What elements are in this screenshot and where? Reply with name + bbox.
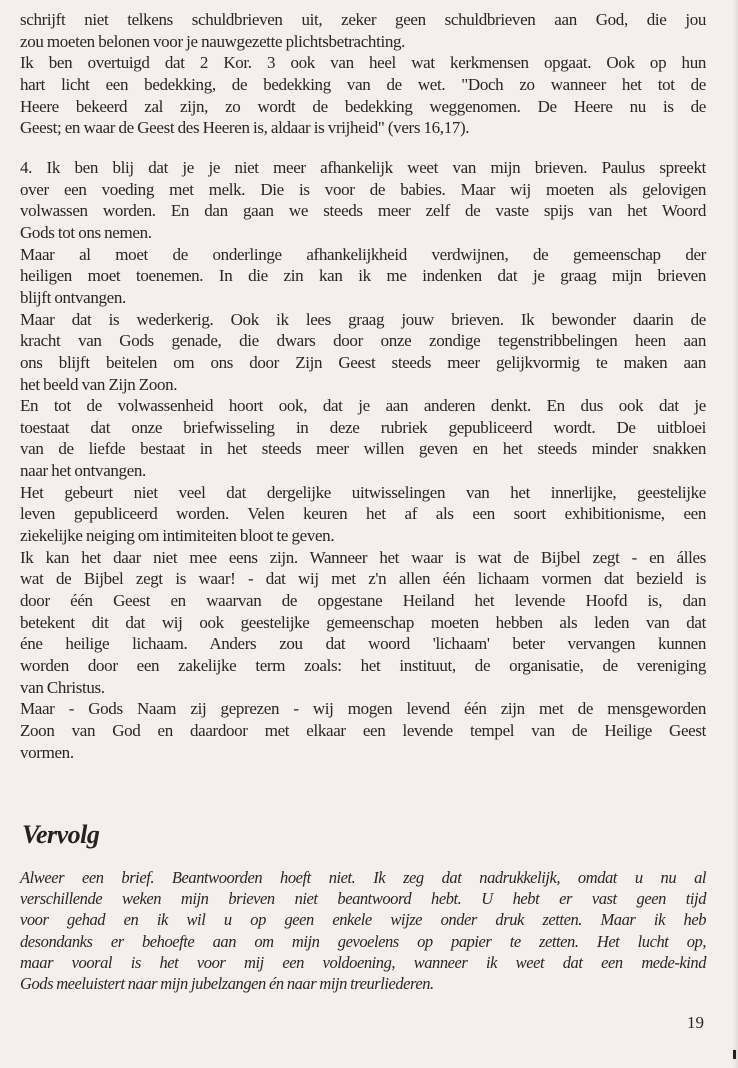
text-line: van de liefde bestaat in het steeds meer willen geven en het steeds minder snakken — [20, 439, 706, 459]
paragraph — [20, 482, 706, 547]
body-text — [20, 9, 706, 763]
paragraph — [20, 9, 706, 52]
text-line: ons blijft beitelen om ons door Zijn Geest steeds meer gelijkvormig te maken aan — [20, 352, 706, 372]
paragraph — [20, 395, 706, 482]
text-line: Maar dat is wederkerig. Ook ik lees graag jouw brieven. Ik bewonder daarin de — [20, 309, 706, 329]
text-line: éne heilige lichaam. Anders zou dat woord 'lichaam' beter vervangen kunnen — [20, 634, 706, 654]
text-line: Zoon van God en daardoor met elkaar een levende tempel van de Heilige Geest — [20, 721, 706, 740]
paragraph — [20, 244, 706, 309]
text-line: ziekelijke neiging om intimiteiten bloot te geven. — [20, 526, 335, 546]
text-line: zou moeten belonen voor je nauwgezette plichtsbetrachting. — [20, 31, 406, 51]
text-line: leven gepubliceerd worden. Velen keuren het af als een soort exhibitionisme, een — [20, 504, 706, 524]
text-line: Het gebeurt niet veel dat dergelijke uitwisselingen van het innerlijke, geestelijke — [20, 482, 706, 502]
text-line: kracht van Gods genade, die dwars door onze zondige tegenstribbelingen heen aan — [20, 331, 706, 351]
text-line: Maar al moet de onderlinge afhankelijkheid verdwijnen, de gemeenschap der — [20, 244, 706, 264]
text-line: Ik ben overtuigd dat 2 Kor. 3 ook van heel wat kerkmensen opgaat. Ook op hun — [20, 53, 706, 73]
text-line: Maar - Gods Naam zij geprezen - wij mogen levend één zijn met de mensgeworden — [20, 699, 706, 719]
text-line: wat de Bijbel zegt is waar! - dat wij met z'n allen één lichaam vormen dat bezield is — [20, 569, 706, 589]
text-line: naar het ontvangen. — [20, 461, 146, 481]
page-number: 19 — [687, 1013, 704, 1032]
paragraph — [20, 309, 706, 396]
italic-letter-excerpt — [20, 867, 706, 994]
text-line: door één Geest en waarvan de opgestane Heiland het levende Hoofd is, dan — [20, 591, 706, 611]
text-line: Gods tot ons nemen. — [20, 222, 152, 242]
italic-text-line: verschillende weken mijn brieven niet beantwoord hebt. U hebt er vast geen tijd — [20, 889, 706, 909]
text-line: van Christus. — [20, 677, 105, 697]
text-line: betekent dit dat wij ook geestelijke gemeenschap moeten hebben als leden van dat — [20, 612, 706, 632]
paragraph — [20, 547, 706, 699]
text-line: Geest; en waar de Geest des Heeren is, aldaar is vrijheid" (vers 16,17). — [20, 118, 470, 138]
italic-text-line: Gods meeluistert naar mijn jubelzangen én naar mijn treurliederen. — [20, 973, 434, 993]
text-line: worden door een zakelijke term zoals: het instituut, de organisatie, de vereniging — [20, 656, 706, 676]
text-line: hart licht een bedekking, de bedekking van de wet. "Doch zo wanneer het tot de — [20, 74, 706, 94]
text-line: heiligen moet toenemen. In die zin kan ik me indenken dat je graag mijn brieven — [20, 266, 706, 286]
paragraph — [20, 52, 706, 139]
italic-text-line: maar vooral is het voor mij een voldoening, wanneer ik weet dat een mede-kind — [20, 952, 706, 972]
italic-text-line: desondanks er behoefte aan om mijn gevoelens op papier te zetten. Het lucht op, — [20, 931, 706, 951]
text-line: Ik kan het daar niet mee eens zijn. Wanneer het waar is wat de Bijbel zegt - en álles — [20, 547, 706, 567]
text-line: Heere bekeerd zal zijn, zo wordt de bedekking weggenomen. De Heere nu is de — [20, 96, 706, 116]
text-line: toestaat dat onze briefwisseling in deze rubriek gepubliceerd wordt. De uitbloei — [20, 417, 706, 437]
text-line: volwassen worden. En dan gaan we steeds meer zelf de vaste spijs van het Woord — [20, 201, 706, 221]
section-heading: Vervolg — [22, 820, 100, 849]
paragraph-gap — [20, 139, 706, 157]
page-edge-shadow — [732, 0, 738, 1068]
text-line: schrijft niet telkens schuldbrieven uit, zeker geen schuldbrieven aan God, die jou — [20, 10, 706, 29]
text-line: over een voeding met melk. Die is voor de babies. Maar wij moeten als gelovigen — [20, 179, 706, 199]
italic-text-line: Alweer een brief. Beantwoorden hoeft niet. Ik zeg dat nadrukkelijk, omdat u nu al — [20, 868, 706, 887]
paragraph — [20, 157, 706, 244]
text-line: vormen. — [20, 742, 74, 762]
paragraph — [20, 698, 706, 763]
text-line: het beeld van Zijn Zoon. — [20, 374, 178, 394]
text-line: blijft ontvangen. — [20, 287, 126, 307]
text-line: 4. Ik ben blij dat je je niet meer afhankelijk weet van mijn brieven. Paulus spreekt — [20, 157, 706, 177]
italic-text-line: voor gehad en ik wil u op geen enkele wijze onder druk zetten. Maar ik heb — [20, 910, 706, 930]
text-line: En tot de volwassenheid hoort ook, dat je aan anderen denkt. En dus ook dat je — [20, 396, 706, 416]
page-edge-mark — [733, 1050, 736, 1059]
